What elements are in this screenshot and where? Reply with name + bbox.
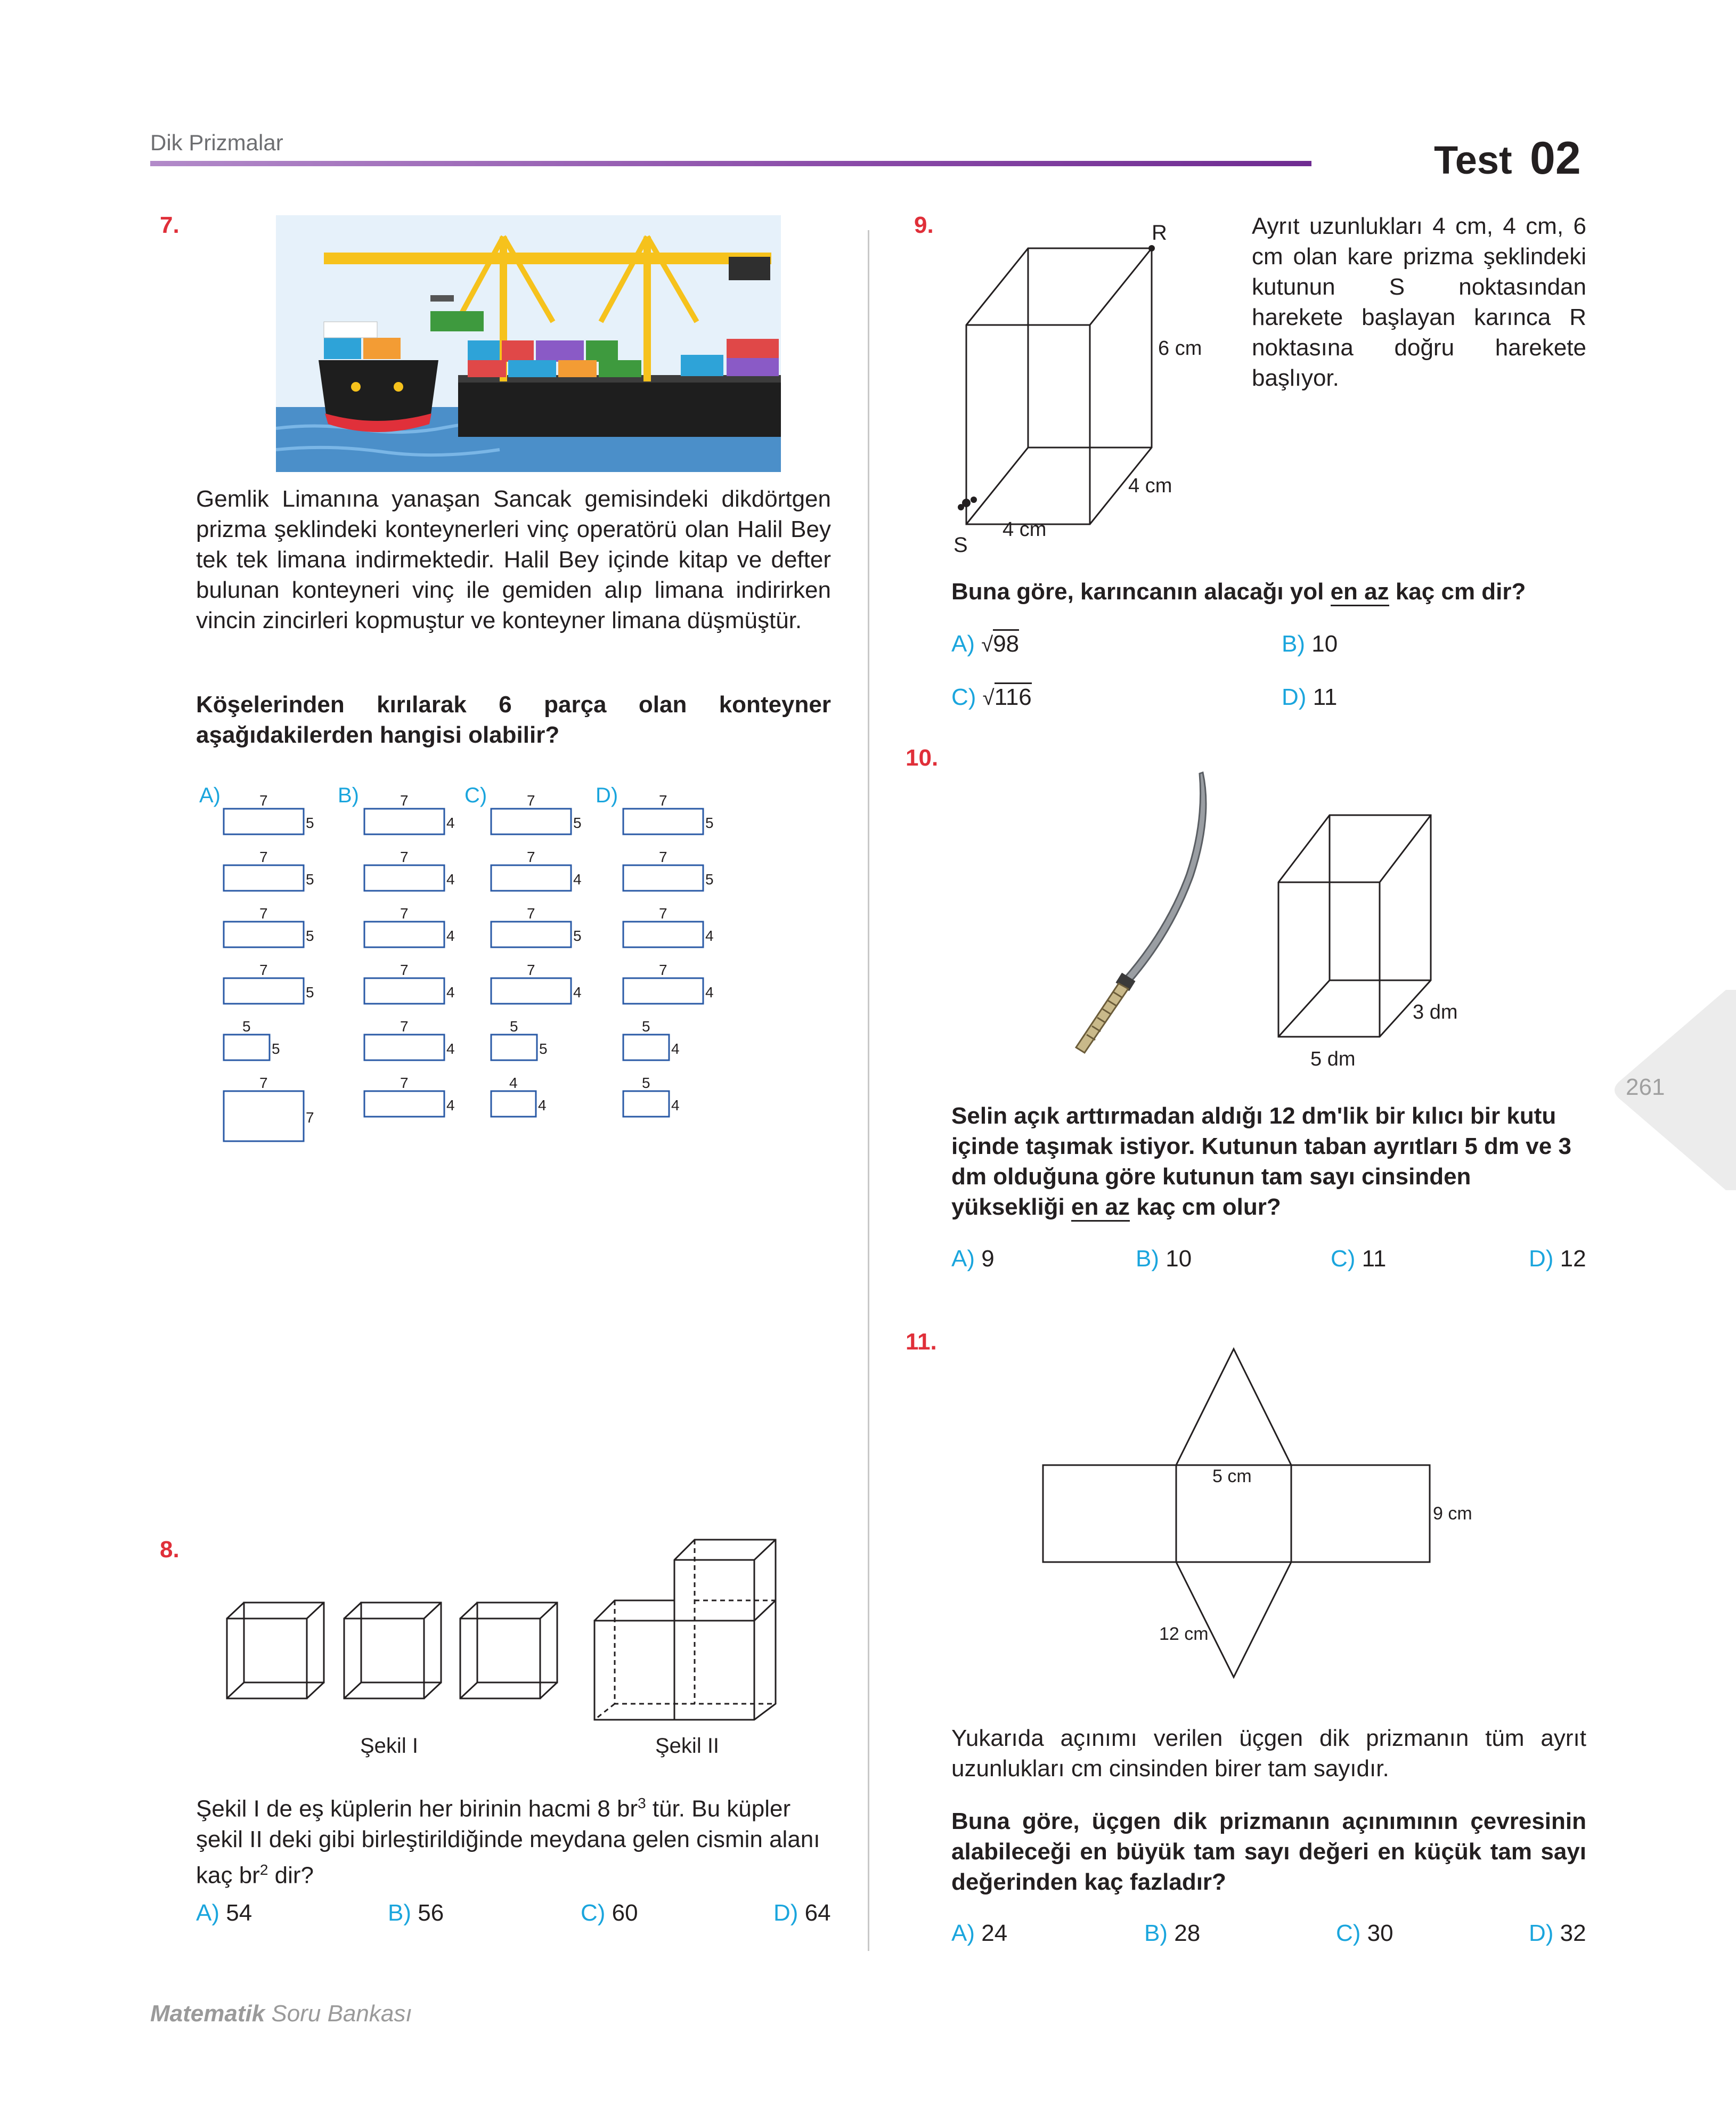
q7-part-width-label: 7 (400, 1075, 409, 1091)
q7-part-width-label: 7 (259, 849, 268, 865)
q10-option-b[interactable]: B) 10 (1136, 1246, 1192, 1272)
q8-option-a[interactable]: A) 54 (196, 1900, 252, 1926)
q7-part-height-label: 4 (446, 1040, 455, 1057)
q7-part-width-label: 7 (527, 792, 535, 809)
q7-option-label[interactable]: D) (596, 784, 618, 807)
q7-container-part (224, 922, 304, 947)
q7-container-part (364, 865, 444, 891)
q10-option-c[interactable]: C) 11 (1331, 1246, 1387, 1272)
page-tab-shape (1603, 990, 1736, 1190)
q7-part-height-label: 4 (671, 1097, 680, 1113)
section-title: Dik Prizmalar (150, 130, 283, 155)
q10-box-figure (1268, 808, 1492, 1074)
q7-part-width-label: 5 (642, 1018, 650, 1035)
footer-book-title: Matematik Soru Bankası (150, 2001, 412, 2027)
q11-label-right: 9 cm (1433, 1503, 1472, 1524)
q10-label-width: 5 dm (1310, 1048, 1356, 1070)
q9-option-a[interactable]: A) √98 (951, 631, 1019, 657)
q7-part-width-label: 7 (527, 849, 535, 865)
test-label: Test (1434, 138, 1512, 182)
q7-part-width-label: 7 (659, 792, 667, 809)
q7-part-width-label: 5 (242, 1018, 251, 1035)
q7-container-part (364, 1091, 444, 1117)
q7-container-part (224, 1091, 304, 1141)
q10-label-depth: 3 dm (1413, 1001, 1458, 1023)
q7-container-part (623, 1091, 669, 1117)
q7-part-width-label: 7 (259, 792, 268, 809)
q8-option-d[interactable]: D) 64 (773, 1900, 831, 1926)
q11-question: Buna göre, üçgen dik prizmanın açınımının çevresinin alabileceği en büyük tam sayı değeri en küçük tam sayı değerinden kaç fazladır? (951, 1808, 1586, 1895)
q9-question: Buna göre, karıncanın alacağı yol en az kaç cm dir? (951, 576, 1591, 607)
q7-container-part (224, 865, 304, 891)
sword-image (1060, 769, 1225, 1057)
q7-part-width-label: 7 (659, 962, 667, 978)
q7-part-height-label: 5 (306, 871, 314, 888)
q7-part-height-label: 5 (705, 815, 714, 831)
q8-option-c[interactable]: C) 60 (581, 1900, 638, 1926)
q7-part-height-label: 4 (705, 984, 714, 1001)
q7-part-height-label: 4 (671, 1040, 680, 1057)
q7-part-width-label: 7 (527, 962, 535, 978)
q8-option-b[interactable]: B) 56 (388, 1900, 444, 1926)
q9-label-depth: 4 cm (1128, 475, 1172, 497)
q8-text: Şekil I de eş küplerin her birinin hacmi 8 $br^3$ tür. Bu küpler şekil II deki gibi birleştirildiğinde meydana gelen cismin alanı kaç $br^2$ dir? (196, 1795, 820, 1889)
q7-part-width-label: 7 (259, 905, 268, 922)
q7-container-part (224, 978, 304, 1004)
q10-number: 10. (906, 745, 939, 771)
q7-container-part (364, 978, 444, 1004)
q9-option-c[interactable]: C) √116 (951, 684, 1032, 711)
q7-text: Gemlik Limanına yanaşan Sancak gemisindeki dikdörtgen prizma şeklindeki konteynerleri vinç operatörü olan Halil Bey tek tek limana indirmektedir. Halil Bey içinde kitap ve defter bulunan konteyneri vinç ile gemiden alıp limana indirirken vincin zincirleri kopmuştur ve konteyner limana düşmüştür. (196, 486, 831, 633)
q7-part-height-label: 5 (306, 984, 314, 1001)
q7-part-height-label: 4 (538, 1097, 547, 1113)
q7-part-width-label: 7 (400, 792, 409, 809)
q7-part-width-label: 5 (642, 1075, 650, 1091)
q11-label-slant: 12 cm (1159, 1624, 1209, 1644)
q7-part-height-label: 7 (306, 1109, 314, 1126)
test-number: 02 (1530, 133, 1581, 184)
q7-part-height-label: 4 (705, 928, 714, 944)
q11-number: 11. (906, 1329, 937, 1355)
q7-question: Köşelerinden kırılarak 6 parça olan konteyner aşağıdakilerden hangisi olabilir? (196, 692, 831, 748)
header-rule (150, 161, 1311, 166)
q10-text: Selin açık arttırmadan aldığı 12 dm'lik bir kılıcı bir kutu içinde taşımak istiyor. Kutunun taban ayrıtları 5 dm ve 3 dm olduğuna göre kutunun tam sayı cinsinden yüksekliği en az kaç cm olur? (951, 1101, 1586, 1222)
q7-container-part (491, 1091, 536, 1117)
q7-container-part (224, 809, 304, 834)
q11-label-top: 5 cm (1212, 1466, 1252, 1486)
q9-option-b[interactable]: B) 10 (1282, 631, 1338, 657)
q9-option-d[interactable]: D) 11 (1282, 684, 1338, 710)
q7-container-part (364, 1035, 444, 1060)
q7-container-part (491, 978, 571, 1004)
q7-option-label[interactable]: B) (338, 784, 359, 807)
q7-part-width-label: 7 (400, 849, 409, 865)
q7-part-width-label: 7 (400, 962, 409, 978)
q7-part-height-label: 4 (573, 871, 582, 888)
q7-container-part (224, 1035, 270, 1060)
q7-part-height-label: 4 (446, 984, 455, 1001)
harbor-illustration (276, 215, 781, 472)
q8-fig1-label: Şekil I (360, 1734, 418, 1758)
q7-part-height-label: 5 (272, 1040, 280, 1057)
q11-net-figure (1033, 1343, 1492, 1684)
q7-container-part (491, 1035, 537, 1060)
q11-option-b[interactable]: B) 28 (1144, 1920, 1201, 1946)
q7-container-part (623, 865, 703, 891)
q7-options-figure (192, 783, 746, 1145)
q7-part-height-label: 5 (705, 871, 714, 888)
q11-option-c[interactable]: C) 30 (1336, 1920, 1393, 1946)
q7-part-height-label: 4 (446, 928, 455, 944)
q7-part-height-label: 5 (306, 928, 314, 944)
q7-part-width-label: 7 (527, 905, 535, 922)
q7-part-width-label: 7 (400, 905, 409, 922)
q7-part-width-label: 5 (510, 1018, 518, 1035)
q7-part-height-label: 5 (573, 815, 582, 831)
q7-part-height-label: 4 (446, 815, 455, 831)
q10-option-d[interactable]: D) 12 (1529, 1246, 1586, 1272)
q7-part-height-label: 4 (573, 984, 582, 1001)
q7-container-part (623, 1035, 669, 1060)
q7-container-part (491, 922, 571, 947)
q7-part-height-label: 5 (539, 1040, 548, 1057)
q11-text: Yukarıda açınımı verilen üçgen dik prizmanın tüm ayrıt uzunlukları cm cinsinden birer tam sayıdır. (951, 1725, 1586, 1782)
q7-part-height-label: 5 (306, 815, 314, 831)
page-number: 261 (1626, 1074, 1665, 1100)
q7-option-label[interactable]: C) (464, 784, 487, 807)
q7-part-width-label: 4 (509, 1075, 518, 1091)
q7-part-height-label: 5 (573, 928, 582, 944)
q11-option-d[interactable]: D) 32 (1529, 1920, 1586, 1946)
q9-label-width: 4 cm (1003, 518, 1047, 541)
q9-text: Ayrıt uzunlukları 4 cm, 4 cm, 6 cm olan kare prizma şeklindeki kutunun S noktasından harekete başlayan karınca R noktasına doğru harekete başlıyor. (1252, 213, 1586, 391)
q10-option-a[interactable]: A) 9 (951, 1246, 995, 1272)
q7-container-part (364, 809, 444, 834)
q7-part-width-label: 7 (259, 1075, 268, 1091)
q7-container-part (623, 922, 703, 947)
q7-container-part (364, 922, 444, 947)
q7-part-width-label: 7 (659, 849, 667, 865)
q7-part-width-label: 7 (400, 1018, 409, 1035)
q7-part-width-label: 7 (259, 962, 268, 978)
q9-label-r: R (1152, 221, 1167, 245)
q7-container-part (491, 865, 571, 891)
q8-figures (221, 1534, 790, 1758)
q7-container-part (623, 978, 703, 1004)
q7-part-height-label: 4 (446, 871, 455, 888)
q7-container-part (491, 809, 571, 834)
q9-label-height: 6 cm (1158, 337, 1202, 360)
q9-prism-figure (943, 213, 1220, 565)
column-divider (868, 230, 869, 1951)
q7-part-width-label: 7 (659, 905, 667, 922)
q7-option-label[interactable]: A) (199, 784, 221, 807)
q9-label-s: S (953, 533, 968, 557)
q11-option-a[interactable]: A) 24 (951, 1920, 1008, 1946)
q8-fig2-label: Şekil II (655, 1734, 720, 1758)
q9-number: 9. (914, 212, 934, 238)
q7-number: 7. (160, 212, 180, 238)
q8-number: 8. (160, 1536, 180, 1563)
q7-part-height-label: 4 (446, 1097, 455, 1113)
q7-container-part (623, 809, 703, 834)
